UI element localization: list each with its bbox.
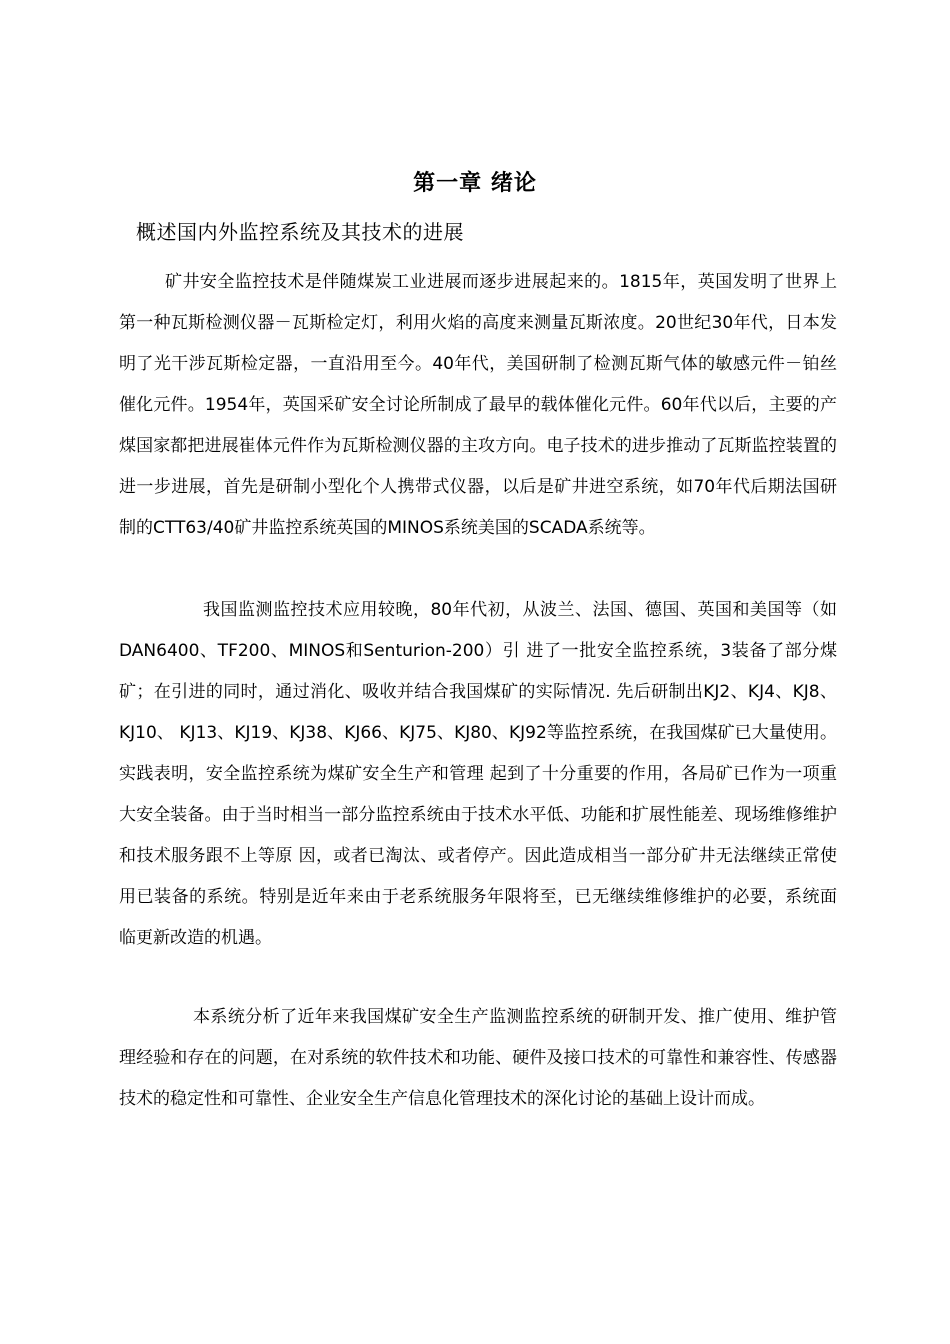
chapter-title: 第一章 绪论: [413, 171, 537, 196]
paragraph-2: 我国监测监控技术应用较晚，80年代初，从波兰、法国、德国、英国和美国等（如DAN6400、TF200、MINOS和Senturion-200）引 进了一批安全监控系统，3装备了部分煤矿；在引进的同时，通过消化、吸收并结合我国煤矿的实际情况. 先后研制出KJ2、KJ4、KJ8、KJ10、 KJ13、KJ19、KJ38、KJ66、KJ75、KJ80、KJ92等监控系统，在我国煤矿已大量使用。实践表明，安全监控系统为煤矿安全生产和管理 起到了十分重要的作用，各局矿已作为一项重大安全装备。由于当时相当一部分监控系统由于技术水平低、功能和扩展性能差、现场维修维护和技术服务跟不上等原 因，或者已淘汰、或者停产。因此造成相当一部分矿井无法继续正常使用已装备的系统。特别是近年来由于老系统服务年限将至，已无继续维修维护的必要，系统面 临更新改造的机遇。: [119, 600, 837, 948]
section-heading: 概述国内外监控系统及其技术的进展: [136, 220, 464, 244]
paragraph-3: 本系统分析了近年来我国煤矿安全生产监测监控系统的研制开发、推广使用、维护管理经验和存在的问题，在对系统的软件技术和功能、硬件及接口技术的可靠性和兼容性、传感器技术的稳定性和可靠性、企业安全生产信息化管理技术的深化讨论的基础上设计而成。: [119, 1007, 837, 1109]
paragraph-1: 矿井安全监控技术是伴随煤炭工业进展而逐步进展起来的。1815年，英国发明了世界上第一种瓦斯检测仪器－瓦斯检定灯，利用火焰的高度来测量瓦斯浓度。20世纪30年代，日本发明了光干涉瓦斯检定器，一直沿用至今。40年代，美国研制了检测瓦斯气体的敏感元件－铂丝催化元件。1954年，英国采矿安全讨论所制成了最早的载体催化元件。60年代以后，主要的产煤国家都把进展崔体元件作为瓦斯检测仪器的主攻方向。电子技术的进步推动了瓦斯监控装置的进一步进展，首先是研制小型化个人携带式仪器，以后是矿井进空系统，如70年代后期法国研制的CTT63/40矿井监控系统英国的MINOS系统美国的SCADA系统等。: [119, 272, 837, 538]
